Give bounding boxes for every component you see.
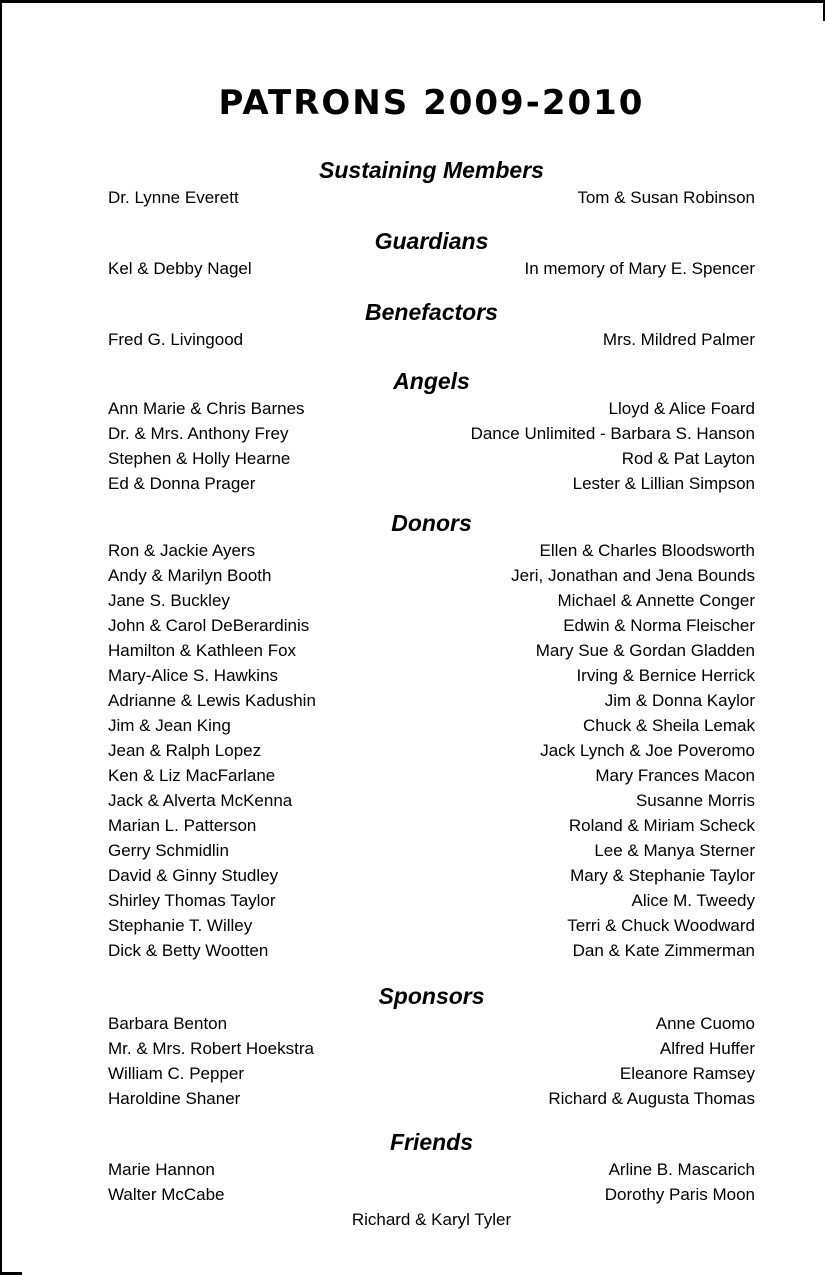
patron-name-right: Mrs. Mildred Palmer	[602, 330, 755, 349]
patron-name-left: Andy & Marilyn Booth	[108, 566, 272, 585]
patron-row	[108, 1157, 755, 1182]
section-guardians	[108, 226, 755, 281]
patron-row	[108, 446, 755, 471]
patron-name-left: Shirley Thomas Taylor	[108, 891, 276, 910]
patron-name-right: Roland & Miriam Scheck	[568, 816, 755, 835]
patron-row	[108, 888, 755, 913]
page-content	[108, 83, 755, 1232]
patron-row-centered	[108, 1207, 755, 1232]
patron-name-left: Jim & Jean King	[108, 716, 231, 735]
patron-name-left: William C. Pepper	[108, 1064, 245, 1083]
patron-name-right: Edwin & Norma Fleischer	[563, 616, 755, 635]
patron-name-left: Jack & Alverta McKenna	[108, 791, 293, 810]
patron-name-left: Dr. Lynne Everett	[108, 188, 239, 207]
patron-name-right: Jim & Donna Kaylor	[604, 691, 755, 710]
patron-row	[108, 563, 755, 588]
section-title: Guardians	[374, 228, 489, 254]
patron-name-right: Jeri, Jonathan and Jena Bounds	[511, 566, 755, 585]
section-title: Donors	[391, 510, 472, 536]
patron-row	[108, 938, 755, 963]
patron-row	[108, 327, 755, 352]
patron-row	[108, 1011, 755, 1036]
section-sponsors	[108, 981, 755, 1111]
patron-name-right: Alice M. Tweedy	[631, 891, 755, 910]
section-sustaining-members	[108, 155, 755, 210]
patron-name-right: Irving & Bernice Herrick	[576, 666, 755, 685]
patron-row	[108, 688, 755, 713]
patron-row	[108, 713, 755, 738]
section-title: Sponsors	[378, 983, 485, 1009]
patron-name-left: Ken & Liz MacFarlane	[108, 766, 276, 785]
patron-row	[108, 763, 755, 788]
patron-name-right: Eleanore Ramsey	[619, 1064, 755, 1083]
patron-row	[108, 813, 755, 838]
patron-name-right: Jack Lynch & Joe Poveromo	[540, 741, 755, 760]
patron-name-right: Michael & Annette Conger	[557, 591, 755, 610]
patron-name-right: Anne Cuomo	[655, 1014, 755, 1033]
patron-name-right: Mary & Stephanie Taylor	[570, 866, 755, 885]
patron-row	[108, 256, 755, 281]
patron-row	[108, 1086, 755, 1111]
patron-name-left: Marie Hannon	[108, 1160, 215, 1179]
patron-row	[108, 1182, 755, 1207]
sections-container	[108, 155, 755, 1232]
patron-name-left: John & Carol DeBerardinis	[108, 616, 310, 635]
patron-name-right: Dorothy Paris Moon	[604, 1185, 755, 1204]
patron-name-right: Tom & Susan Robinson	[577, 188, 755, 207]
patron-row	[108, 471, 755, 496]
patron-row	[108, 738, 755, 763]
section-title: Friends	[389, 1129, 474, 1155]
patron-name-right: Terri & Chuck Woodward	[567, 916, 755, 935]
patron-name-right: Dance Unlimited - Barbara S. Hanson	[470, 424, 755, 443]
patron-name-right: Richard & Augusta Thomas	[548, 1089, 755, 1108]
patron-name-left: Mary-Alice S. Hawkins	[108, 666, 279, 685]
patron-name-left: Ed & Donna Prager	[108, 474, 256, 493]
patron-name-left: Haroldine Shaner	[108, 1089, 241, 1108]
patron-name-right: Alfred Huffer	[659, 1039, 755, 1058]
page-title: PATRONS 2009-2010	[218, 83, 645, 123]
patron-row	[108, 863, 755, 888]
patron-name-left: Dick & Betty Wootten	[108, 941, 269, 960]
patron-name-left: Dr. & Mrs. Anthony Frey	[108, 424, 289, 443]
patron-row	[108, 538, 755, 563]
patron-row	[108, 588, 755, 613]
patron-name-left: Jane S. Buckley	[108, 591, 230, 610]
patron-name-left: Stephen & Holly Hearne	[108, 449, 291, 468]
patron-name-right: Rod & Pat Layton	[621, 449, 755, 468]
section-benefactors	[108, 297, 755, 352]
patron-name-right: Chuck & Sheila Lemak	[583, 716, 755, 735]
patron-row	[108, 1036, 755, 1061]
patron-name-left: Marian L. Patterson	[108, 816, 257, 835]
patron-name-right: Lloyd & Alice Foard	[608, 399, 755, 418]
patron-row	[108, 788, 755, 813]
patron-name-left: Jean & Ralph Lopez	[108, 741, 262, 760]
patron-name-right: Mary Frances Macon	[595, 766, 755, 785]
section-title: Angels	[393, 368, 470, 394]
patron-name-right: Ellen & Charles Bloodsworth	[539, 541, 755, 560]
patron-name-right: Arline B. Mascarich	[608, 1160, 755, 1179]
patron-name-left: Mr. & Mrs. Robert Hoekstra	[108, 1039, 314, 1058]
patron-name-left: Hamilton & Kathleen Fox	[108, 641, 297, 660]
patron-name-right: Mary Sue & Gordan Gladden	[535, 641, 755, 660]
patron-name-left: Ann Marie & Chris Barnes	[108, 399, 305, 418]
patron-name-left: Adrianne & Lewis Kadushin	[108, 691, 316, 710]
patron-row	[108, 185, 755, 210]
patron-row	[108, 396, 755, 421]
patron-row	[108, 913, 755, 938]
section-title: Benefactors	[365, 299, 498, 325]
patron-name-left: Kel & Debby Nagel	[108, 259, 252, 278]
patron-name-left: Barbara Benton	[108, 1014, 228, 1033]
patron-row	[108, 421, 755, 446]
patron-name-left: Walter McCabe	[108, 1185, 225, 1204]
section-angels	[108, 366, 755, 496]
patron-name-left: Ron & Jackie Ayers	[108, 541, 256, 560]
patron-name-center: Richard & Karyl Tyler	[351, 1210, 512, 1229]
patron-row	[108, 613, 755, 638]
patron-row	[108, 1061, 755, 1086]
section-title: Sustaining Members	[319, 157, 544, 183]
patron-name-left: David & Ginny Studley	[108, 866, 279, 885]
section-friends	[108, 1127, 755, 1232]
section-donors	[108, 508, 755, 963]
patron-name-right: Lee & Manya Sterner	[594, 841, 755, 860]
patron-name-right: In memory of Mary E. Spencer	[524, 259, 755, 278]
patron-row	[108, 838, 755, 863]
patron-name-left: Gerry Schmidlin	[108, 841, 229, 860]
patron-row	[108, 638, 755, 663]
patron-name-left: Fred G. Livingood	[108, 330, 244, 349]
patron-name-right: Dan & Kate Zimmerman	[572, 941, 755, 960]
patron-name-right: Susanne Morris	[635, 791, 755, 810]
patron-name-right: Lester & Lillian Simpson	[572, 474, 755, 493]
patron-name-left: Stephanie T. Willey	[108, 916, 253, 935]
patron-row	[108, 663, 755, 688]
